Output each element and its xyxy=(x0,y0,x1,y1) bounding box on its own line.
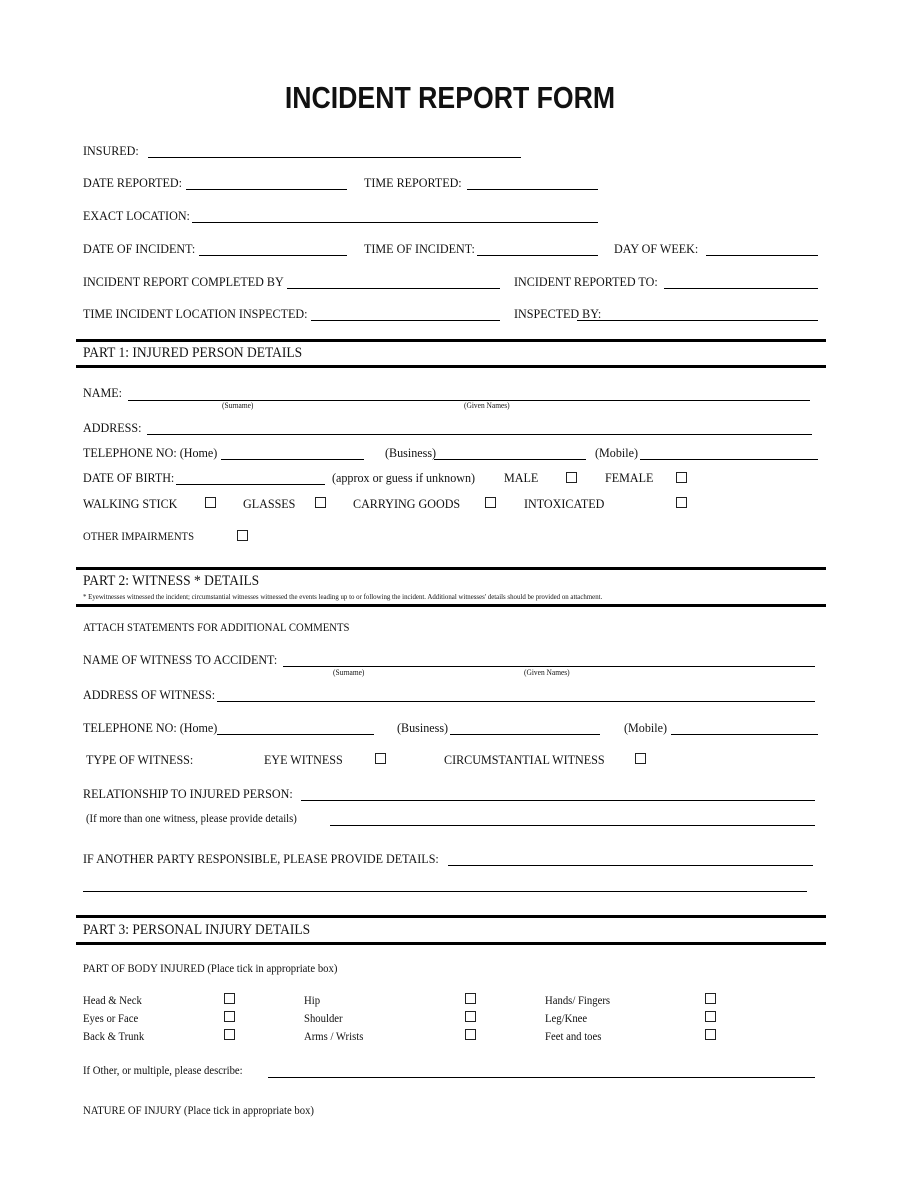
label-header-reported-to: INCIDENT REPORTED TO: xyxy=(514,274,658,289)
hands-fingers-checkbox[interactable] xyxy=(705,993,716,1004)
label-part1-female: FEMALE xyxy=(605,470,654,485)
label-part1-walking-stick: WALKING STICK xyxy=(83,496,178,511)
hip-checkbox[interactable] xyxy=(465,993,476,1004)
other-party-field-line2[interactable] xyxy=(83,891,807,892)
other-describe-field[interactable] xyxy=(268,1077,815,1078)
label-part2-attach: ATTACH STATEMENTS FOR ADDITIONAL COMMENTS xyxy=(83,622,350,634)
label-part3-body-parts-1: Hip xyxy=(304,995,321,1007)
label-part3-body-parts-0: Head & Neck xyxy=(83,995,142,1007)
carrying-goods-checkbox[interactable] xyxy=(485,497,496,508)
date-reported-field[interactable] xyxy=(186,189,347,190)
label-part3-body-parts-5: Leg/Knee xyxy=(545,1013,588,1025)
dob-field[interactable] xyxy=(176,484,325,485)
label-part2-given-names: (Given Names) xyxy=(524,668,570,677)
completed-by-field[interactable] xyxy=(287,288,500,289)
label-header-exact-location: EXACT LOCATION: xyxy=(83,208,190,223)
witness-address-field[interactable] xyxy=(217,701,815,702)
label-header-inspected-by: INSPECTED BY: xyxy=(514,306,602,321)
time-reported-field[interactable] xyxy=(467,189,598,190)
label-part1-male: MALE xyxy=(504,470,539,485)
label-part2-note: * Eyewitnesses witnessed the incident; circumstantial witnesses witnessed the events leading up to or following the incident. Additional witnesses' details should be provided on attachment. xyxy=(83,592,603,601)
label-header-time-reported: TIME REPORTED: xyxy=(364,175,462,190)
label-part1-given-names: (Given Names) xyxy=(464,401,510,410)
witness-business-phone-field[interactable] xyxy=(450,734,600,735)
witness-mobile-phone-field[interactable] xyxy=(671,734,818,735)
male-checkbox[interactable] xyxy=(566,472,577,483)
section-divider xyxy=(76,942,826,945)
insured-field[interactable] xyxy=(148,157,521,158)
label-part3-body-parts-4: Shoulder xyxy=(304,1013,343,1025)
label-part2-type: TYPE OF WITNESS: xyxy=(86,752,194,767)
label-part2-address-witness: ADDRESS OF WITNESS: xyxy=(83,687,216,702)
label-part1-carrying-goods: CARRYING GOODS xyxy=(353,496,461,511)
back-trunk-checkbox[interactable] xyxy=(224,1029,235,1040)
section-divider xyxy=(76,339,826,342)
head-neck-checkbox[interactable] xyxy=(224,993,235,1004)
mobile-phone-field[interactable] xyxy=(640,459,818,460)
section-heading-part2-heading: PART 2: WITNESS * DETAILS xyxy=(83,573,260,589)
feet-toes-checkbox[interactable] xyxy=(705,1029,716,1040)
label-part2-telephone-home: TELEPHONE NO: (Home) xyxy=(83,720,218,735)
relationship-field[interactable] xyxy=(301,800,815,801)
eyes-face-checkbox[interactable] xyxy=(224,1011,235,1022)
label-header-completed-by: INCIDENT REPORT COMPLETED BY xyxy=(83,274,284,289)
label-part2-more-than-one: (If more than one witness, please provide details) xyxy=(86,813,297,825)
label-header-date-of-incident: DATE OF INCIDENT: xyxy=(83,241,196,256)
label-part1-intoxicated: INTOXICATED xyxy=(524,496,605,511)
label-part1-address: ADDRESS: xyxy=(83,420,142,435)
label-part3-body-parts-3: Eyes or Face xyxy=(83,1013,139,1025)
home-phone-field[interactable] xyxy=(221,459,364,460)
business-phone-field[interactable] xyxy=(434,459,586,460)
date-of-incident-field[interactable] xyxy=(199,255,347,256)
label-header-date-reported: DATE REPORTED: xyxy=(83,175,183,190)
exact-location-field[interactable] xyxy=(192,222,598,223)
shoulder-checkbox[interactable] xyxy=(465,1011,476,1022)
label-part2-eye: EYE WITNESS xyxy=(264,752,343,767)
time-inspected-field[interactable] xyxy=(311,320,500,321)
label-part1-surname: (Surname) xyxy=(222,401,254,410)
label-part1-glasses: GLASSES xyxy=(243,496,296,511)
label-header-day-of-week: DAY OF WEEK: xyxy=(614,241,699,256)
glasses-checkbox[interactable] xyxy=(315,497,326,508)
label-part3-body-parts-6: Back & Trunk xyxy=(83,1031,145,1043)
leg-knee-checkbox[interactable] xyxy=(705,1011,716,1022)
section-divider xyxy=(76,915,826,918)
label-part1-dob: DATE OF BIRTH: xyxy=(83,470,175,485)
day-of-week-field[interactable] xyxy=(706,255,818,256)
inspected-by-field[interactable] xyxy=(577,320,818,321)
reported-to-field[interactable] xyxy=(664,288,818,289)
section-divider xyxy=(76,567,826,570)
label-part3-body-parts-2: Hands/ Fingers xyxy=(545,995,611,1007)
witness-name-field[interactable] xyxy=(283,666,815,667)
circumstantial-witness-checkbox[interactable] xyxy=(635,753,646,764)
label-part3-body-parts-8: Feet and toes xyxy=(545,1031,602,1043)
label-header-time-of-incident: TIME OF INCIDENT: xyxy=(364,241,475,256)
label-part1-other-impairments: OTHER IMPAIRMENTS xyxy=(83,531,195,543)
section-heading-part1-heading: PART 1: INJURED PERSON DETAILS xyxy=(83,345,303,361)
label-part3-body-injured: PART OF BODY INJURED (Place tick in appropriate box) xyxy=(83,963,338,975)
female-checkbox[interactable] xyxy=(676,472,687,483)
form-title: INCIDENT REPORT FORM xyxy=(284,80,616,115)
other-impairments-checkbox[interactable] xyxy=(237,530,248,541)
label-header-time-inspected: TIME INCIDENT LOCATION INSPECTED: xyxy=(83,306,308,321)
label-part2-business: (Business) xyxy=(397,720,449,735)
label-part3-nature: NATURE OF INJURY (Place tick in appropriate box) xyxy=(83,1105,315,1117)
label-part2-surname: (Surname) xyxy=(333,668,365,677)
label-part1-telephone-home: TELEPHONE NO: (Home) xyxy=(83,445,218,460)
more-witness-details-field[interactable] xyxy=(330,825,815,826)
section-divider xyxy=(76,365,826,368)
label-part1-name: NAME: xyxy=(83,385,122,400)
label-header-insured: INSURED: xyxy=(83,143,139,158)
label-part1-mobile: (Mobile) xyxy=(595,445,638,460)
label-part2-other-party: IF ANOTHER PARTY RESPONSIBLE, PLEASE PROVIDE DETAILS: xyxy=(83,851,439,866)
arms-wrists-checkbox[interactable] xyxy=(465,1029,476,1040)
label-part2-name-witness: NAME OF WITNESS TO ACCIDENT: xyxy=(83,652,278,667)
section-heading-part3-heading: PART 3: PERSONAL INJURY DETAILS xyxy=(83,922,311,938)
label-part2-circumstantial: CIRCUMSTANTIAL WITNESS xyxy=(444,752,605,767)
time-of-incident-field[interactable] xyxy=(477,255,598,256)
label-part1-dob-hint: (approx or guess if unknown) xyxy=(332,470,476,485)
label-part3-body-parts-7: Arms / Wrists xyxy=(304,1031,364,1043)
intoxicated-checkbox[interactable] xyxy=(676,497,687,508)
section-divider xyxy=(76,604,826,607)
label-part3-other-describe: If Other, or multiple, please describe: xyxy=(83,1065,243,1077)
eye-witness-checkbox[interactable] xyxy=(375,753,386,764)
label-part1-business: (Business) xyxy=(385,445,437,460)
label-part2-mobile: (Mobile) xyxy=(624,720,667,735)
walking-stick-checkbox[interactable] xyxy=(205,497,216,508)
witness-home-phone-field[interactable] xyxy=(217,734,374,735)
other-party-field[interactable] xyxy=(448,865,813,866)
label-part2-relationship: RELATIONSHIP TO INJURED PERSON: xyxy=(83,786,293,801)
address-field[interactable] xyxy=(147,434,812,435)
